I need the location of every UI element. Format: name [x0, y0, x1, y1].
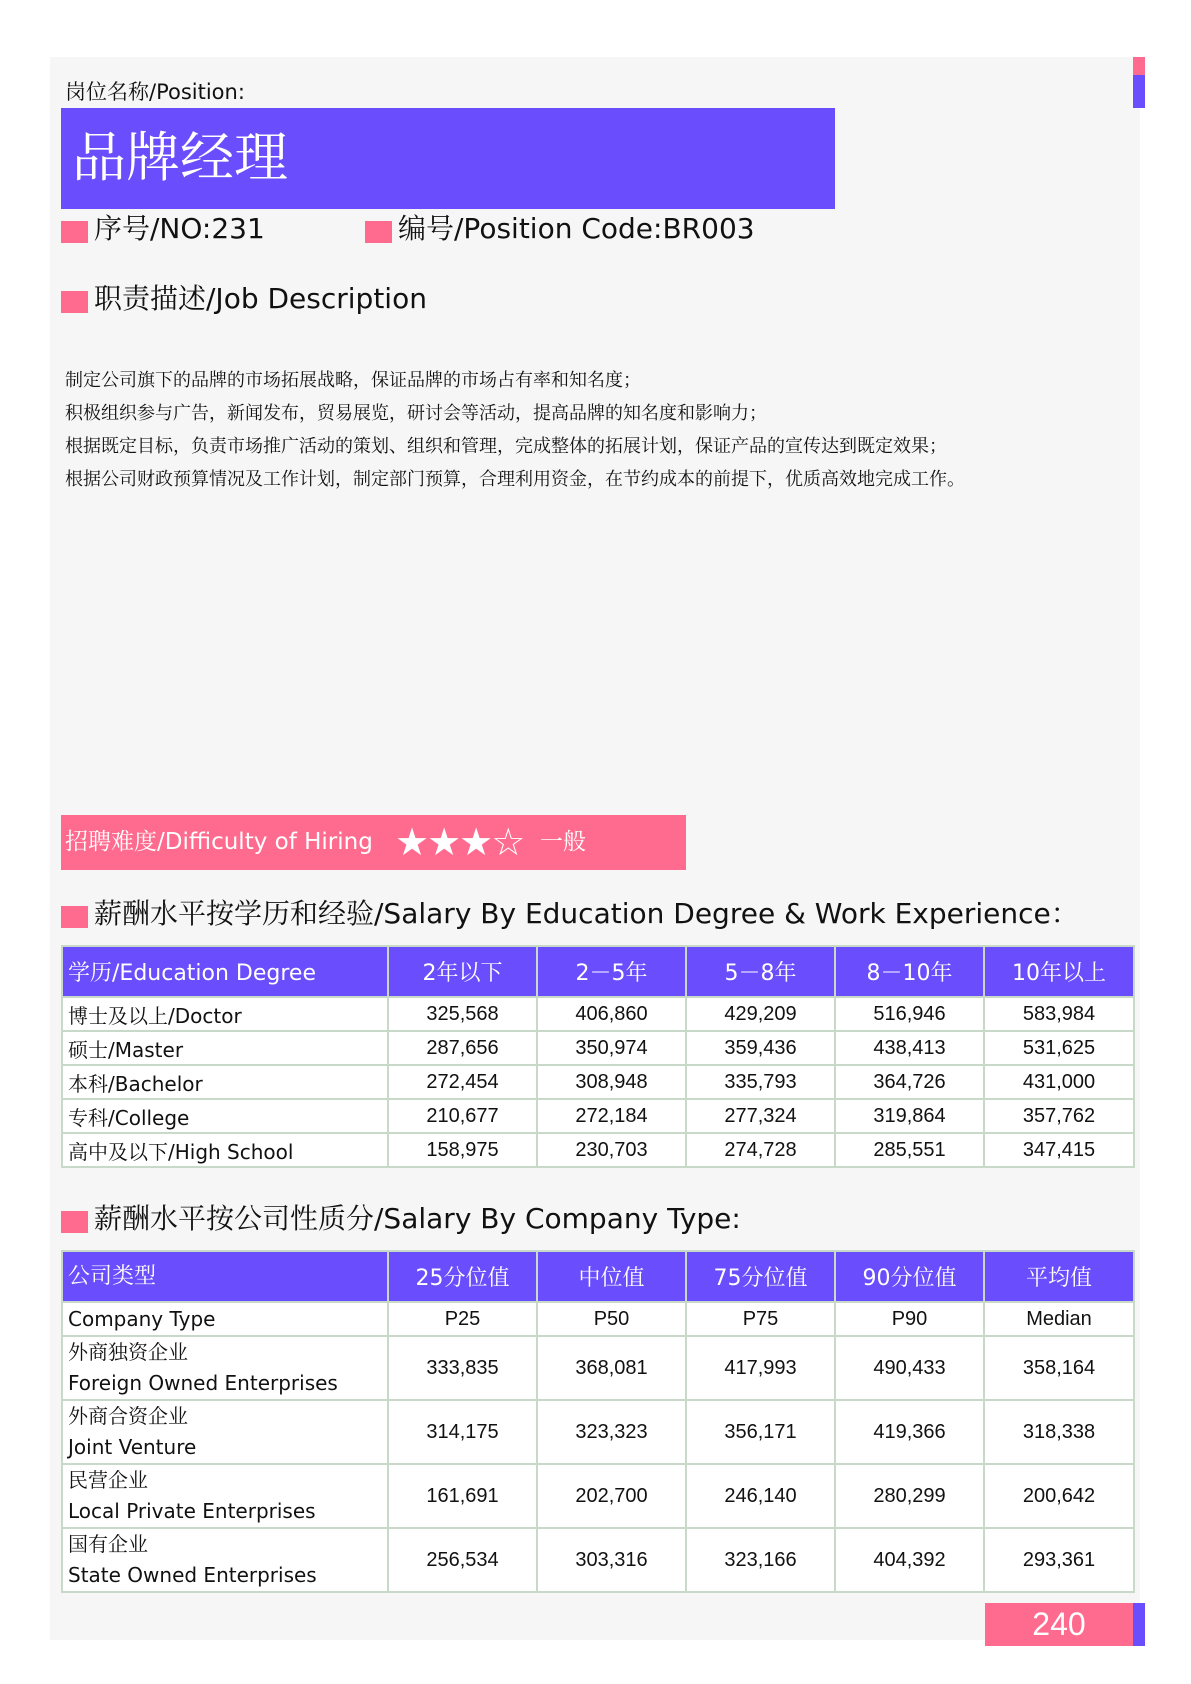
row-label — [62, 1464, 388, 1528]
row-label: 专科/College — [62, 1099, 388, 1133]
job-description-heading: 职责描述/Job Description — [94, 282, 427, 315]
table-cell: 161,691 — [388, 1464, 537, 1528]
difficulty-label: 招聘难度/Difficulty of Hiring — [65, 829, 373, 855]
table-cell: 325,568 — [388, 997, 537, 1031]
row-label-en: State Owned Enterprises — [68, 1563, 317, 1587]
table-cell: 230,703 — [537, 1133, 686, 1167]
position-number: 序号/NO:231 — [94, 212, 265, 245]
row-label: 硕士/Master — [62, 1031, 388, 1065]
table-cell: 202,700 — [537, 1464, 686, 1528]
row-label: 高中及以下/High School — [62, 1133, 388, 1167]
star-rating-icon: ★★★☆ — [395, 820, 524, 864]
row-label: 博士及以上/Doctor — [62, 997, 388, 1031]
job-description-line: 根据既定目标，负责市场推广活动的策划、组织和管理，完成整体的拓展计划，保证产品的宣传达到既定效果； — [65, 436, 947, 457]
table-cell: 318,338 — [984, 1400, 1134, 1464]
table-cell: 406,860 — [537, 997, 686, 1031]
column-header: 学历/Education Degree — [62, 946, 388, 997]
table-cell: 319,864 — [835, 1099, 984, 1133]
education-table-heading: 薪酬水平按学历和经验/Salary By Education Degree & Work Experience： — [94, 897, 1079, 930]
column-header: 平均值 — [984, 1251, 1134, 1302]
corner-accent-pink — [1133, 57, 1145, 75]
table-cell: 308,948 — [537, 1065, 686, 1099]
table-row — [62, 1400, 1134, 1464]
table-cell: 274,728 — [686, 1133, 835, 1167]
table-row — [62, 997, 1134, 1031]
table-cell: 200,642 — [984, 1464, 1134, 1528]
table-subheader-row — [62, 1302, 1134, 1336]
table-cell: 516,946 — [835, 997, 984, 1031]
bullet-square — [61, 291, 88, 313]
table-cell: 417,993 — [686, 1336, 835, 1400]
education-salary-table — [61, 945, 1135, 1168]
table-cell: 364,726 — [835, 1065, 984, 1099]
table-cell: 333,835 — [388, 1336, 537, 1400]
table-cell: 314,175 — [388, 1400, 537, 1464]
table-cell: 490,433 — [835, 1336, 984, 1400]
bullet-square — [365, 221, 392, 243]
table-cell: 246,140 — [686, 1464, 835, 1528]
row-label-cn: 国有企业 — [68, 1532, 148, 1556]
table-cell: 277,324 — [686, 1099, 835, 1133]
column-header: 5－8年 — [686, 946, 835, 997]
column-header: 2－5年 — [537, 946, 686, 997]
subheader-cell: Company Type — [62, 1302, 388, 1336]
row-label-cn: 外商合资企业 — [68, 1404, 188, 1428]
table-cell: 287,656 — [388, 1031, 537, 1065]
bullet-square — [61, 1211, 88, 1233]
column-header: 2年以下 — [388, 946, 537, 997]
table-cell: 323,166 — [686, 1528, 835, 1592]
bullet-square — [61, 221, 88, 243]
difficulty-level: 一般 — [540, 829, 586, 855]
table-header-row — [62, 946, 1134, 997]
table-cell: 285,551 — [835, 1133, 984, 1167]
row-label-cn: 民营企业 — [68, 1468, 148, 1492]
table-row — [62, 1464, 1134, 1528]
table-cell: 347,415 — [984, 1133, 1134, 1167]
subheader-cell: P75 — [686, 1302, 835, 1336]
column-header: 8－10年 — [835, 946, 984, 997]
column-header: 公司类型 — [62, 1251, 388, 1302]
job-description-line: 根据公司财政预算情况及工作计划，制定部门预算，合理利用资金，在节约成本的前提下，优质高效地完成工作。 — [65, 469, 965, 490]
table-cell: 431,000 — [984, 1065, 1134, 1099]
position-label: 岗位名称/Position: — [65, 80, 245, 104]
table-cell: 303,316 — [537, 1528, 686, 1592]
subheader-cell: P90 — [835, 1302, 984, 1336]
table-header-row — [62, 1251, 1134, 1302]
subheader-cell: Median — [984, 1302, 1134, 1336]
column-header: 75分位值 — [686, 1251, 835, 1302]
table-cell: 158,975 — [388, 1133, 537, 1167]
subheader-cell: P25 — [388, 1302, 537, 1336]
column-header: 90分位值 — [835, 1251, 984, 1302]
table-cell: 280,299 — [835, 1464, 984, 1528]
table-cell: 531,625 — [984, 1031, 1134, 1065]
table-cell: 272,454 — [388, 1065, 537, 1099]
table-cell: 429,209 — [686, 997, 835, 1031]
row-label-en: Joint Venture — [68, 1435, 197, 1459]
table-cell: 356,171 — [686, 1400, 835, 1464]
table-cell: 583,984 — [984, 997, 1134, 1031]
table-cell: 323,323 — [537, 1400, 686, 1464]
row-label-cn: 外商独资企业 — [68, 1340, 188, 1364]
table-cell: 359,436 — [686, 1031, 835, 1065]
table-row — [62, 1528, 1134, 1592]
table-row — [62, 1031, 1134, 1065]
bullet-square — [61, 906, 88, 928]
table-cell: 272,184 — [537, 1099, 686, 1133]
table-cell: 438,413 — [835, 1031, 984, 1065]
subheader-cell: P50 — [537, 1302, 686, 1336]
table-cell: 335,793 — [686, 1065, 835, 1099]
table-cell: 368,081 — [537, 1336, 686, 1400]
table-cell: 358,164 — [984, 1336, 1134, 1400]
table-cell: 210,677 — [388, 1099, 537, 1133]
table-cell: 419,366 — [835, 1400, 984, 1464]
row-label: 本科/Bachelor — [62, 1065, 388, 1099]
table-cell: 350,974 — [537, 1031, 686, 1065]
row-label — [62, 1400, 388, 1464]
corner-accent-blue — [1133, 75, 1145, 108]
page-number-accent — [1133, 1603, 1145, 1646]
position-title: 品牌经理 — [72, 126, 288, 189]
table-cell: 357,762 — [984, 1099, 1134, 1133]
row-label-en: Local Private Enterprises — [68, 1499, 316, 1523]
company-table-heading: 薪酬水平按公司性质分/Salary By Company Type: — [94, 1202, 741, 1235]
table-cell: 256,534 — [388, 1528, 537, 1592]
job-description-line: 制定公司旗下的品牌的市场拓展战略，保证品牌的市场占有率和知名度； — [65, 370, 641, 391]
column-header: 25分位值 — [388, 1251, 537, 1302]
column-header: 中位值 — [537, 1251, 686, 1302]
table-row — [62, 1065, 1134, 1099]
row-label — [62, 1528, 388, 1592]
position-code: 编号/Position Code:BR003 — [398, 212, 755, 245]
job-description-line: 积极组织参与广告，新闻发布，贸易展览，研讨会等活动，提高品牌的知名度和影响力； — [65, 403, 767, 424]
job-description — [65, 364, 965, 496]
row-label — [62, 1336, 388, 1400]
table-cell: 293,361 — [984, 1528, 1134, 1592]
table-row — [62, 1133, 1134, 1167]
table-cell: 404,392 — [835, 1528, 984, 1592]
page-number: 240 — [1032, 1606, 1086, 1642]
column-header: 10年以上 — [984, 946, 1134, 997]
table-row — [62, 1099, 1134, 1133]
row-label-en: Foreign Owned Enterprises — [68, 1371, 338, 1395]
table-row — [62, 1336, 1134, 1400]
company-salary-table — [61, 1250, 1135, 1593]
